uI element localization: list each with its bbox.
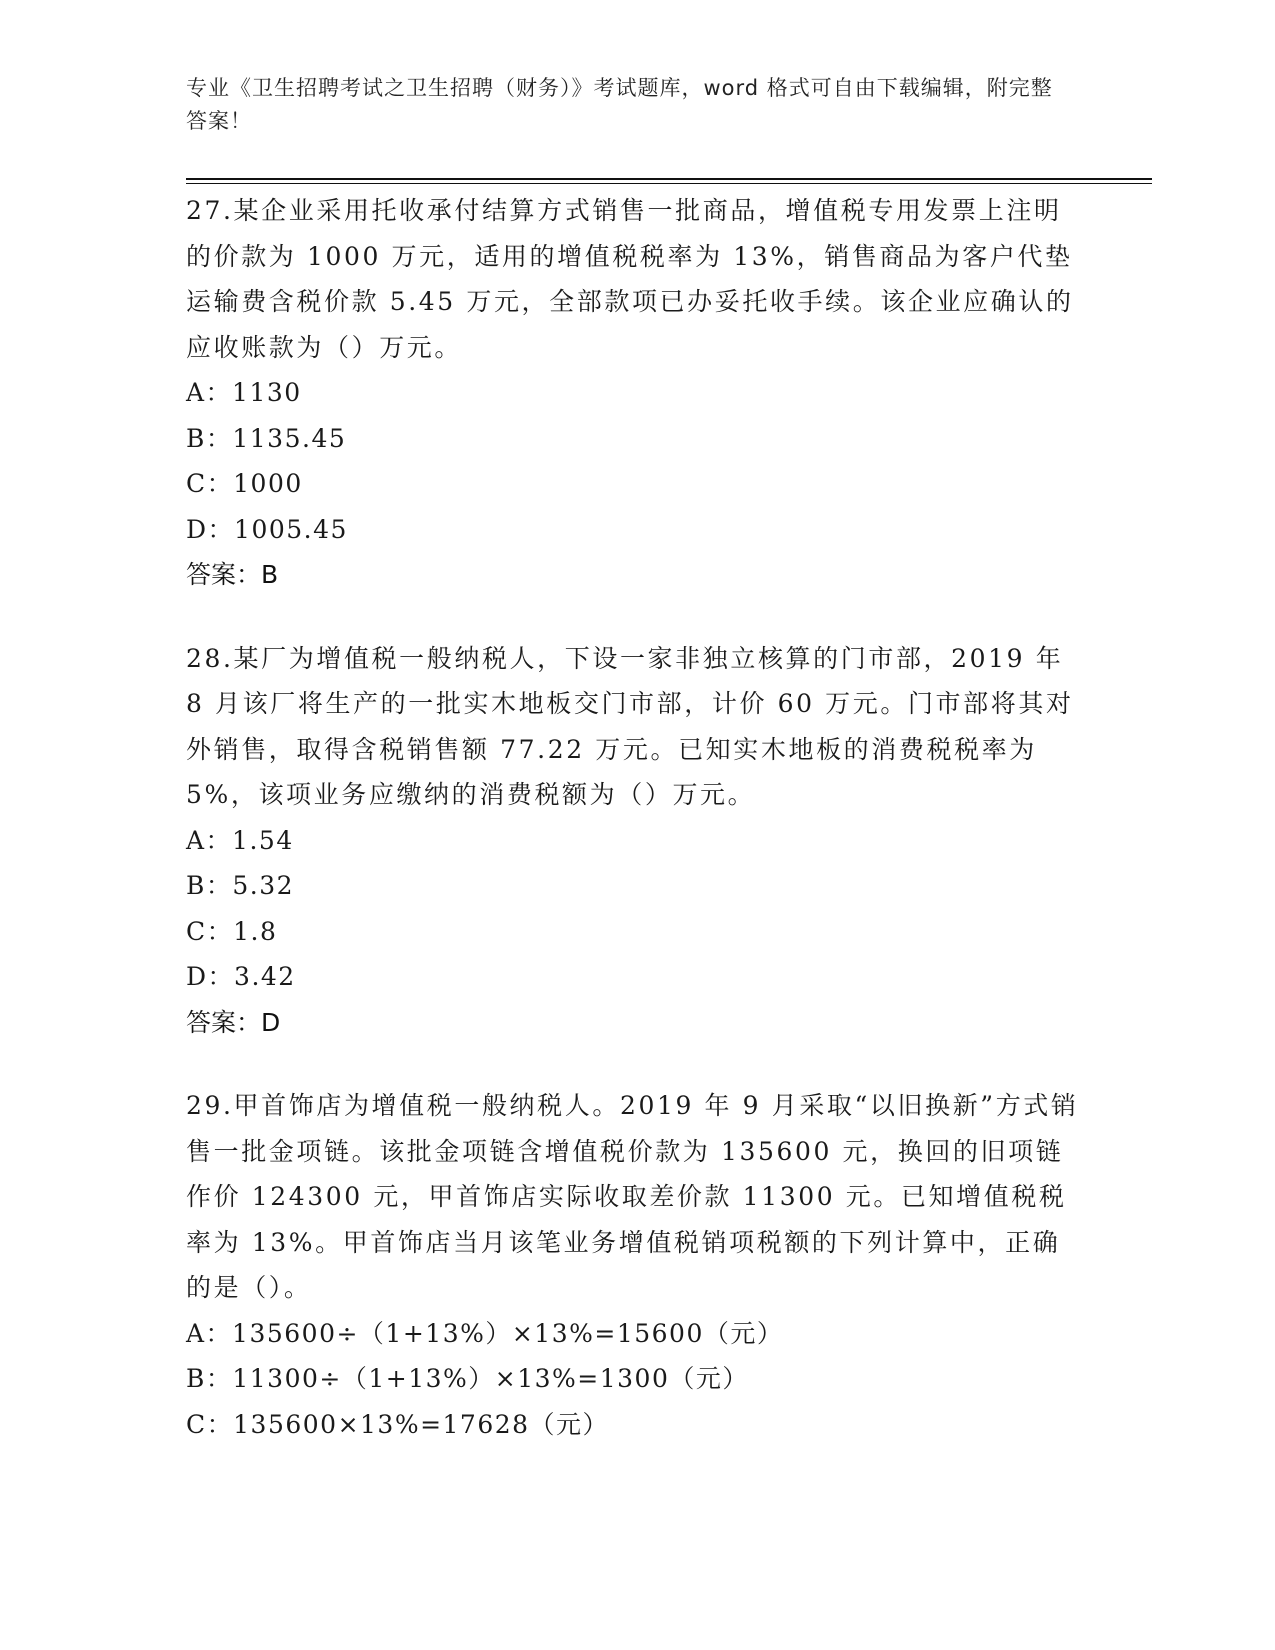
header-text: 专业《卫生招聘考试之卫生招聘（财务）》考试题库，word 格式可自由下载编辑，附完整答案！ — [186, 76, 1053, 133]
question-list — [186, 188, 1086, 1485]
question-27 — [186, 188, 1086, 598]
option-d: D：1005.45 — [186, 514, 348, 544]
option-a: A：1130 — [186, 378, 302, 407]
option-c: C：1000 — [186, 469, 303, 498]
option-a: A：135600÷（1+13%）×13%=15600（元） — [186, 1318, 784, 1348]
option-b: B：5.32 — [186, 871, 295, 900]
option-c: C：135600×13%=17628（元） — [186, 1409, 610, 1439]
option-b: B：1135.45 — [186, 423, 347, 453]
answer-line: 答案：D — [186, 1007, 281, 1037]
question-text: 27.某企业采用托收承付结算方式销售一批商品，增值税专用发票上注明的价款为 1000 万元，适用的增值税税率为 13%，销售商品为客户代垫运输费含税价款 5.45 万元，全部款项已办妥托收手续。该企业应确认的应收账款为（）万元。 — [186, 196, 1074, 362]
header-divider-thin — [186, 183, 1152, 184]
option-a: A：1.54 — [186, 825, 294, 855]
document-header — [186, 72, 1066, 138]
option-c: C：1.8 — [186, 916, 278, 946]
question-text: 28.某厂为增值税一般纳税人，下设一家非独立核算的门市部，2019 年 8 月该厂将生产的一批实木地板交门市部，计价 60 万元。门市部将其对外销售，取得含税销售额 77.22 万元。已知实木地板的消费税税率为 5%，该项业务应缴纳的消费税额为（）万元。 — [186, 643, 1074, 809]
option-d: D：3.42 — [186, 962, 296, 991]
question-29 — [186, 1083, 1086, 1447]
question-28 — [186, 636, 1086, 1046]
option-b: B：11300÷（1+13%）×13%=1300（元） — [186, 1364, 749, 1393]
header-divider-thick — [186, 178, 1152, 180]
answer-line: 答案：B — [186, 560, 279, 589]
question-text: 29.甲首饰店为增值税一般纳税人。2019 年 9 月采取“以旧换新”方式销售一批金项链。该批金项链含增值税价款为 135600 元，换回的旧项链作价 124300 元，甲首饰店实际收取差价款 11300 元。已知增值税税率为 13%。甲首饰店当月该笔业务增值税销项税额的下列计算中，正确的是（）。 — [186, 1091, 1079, 1302]
